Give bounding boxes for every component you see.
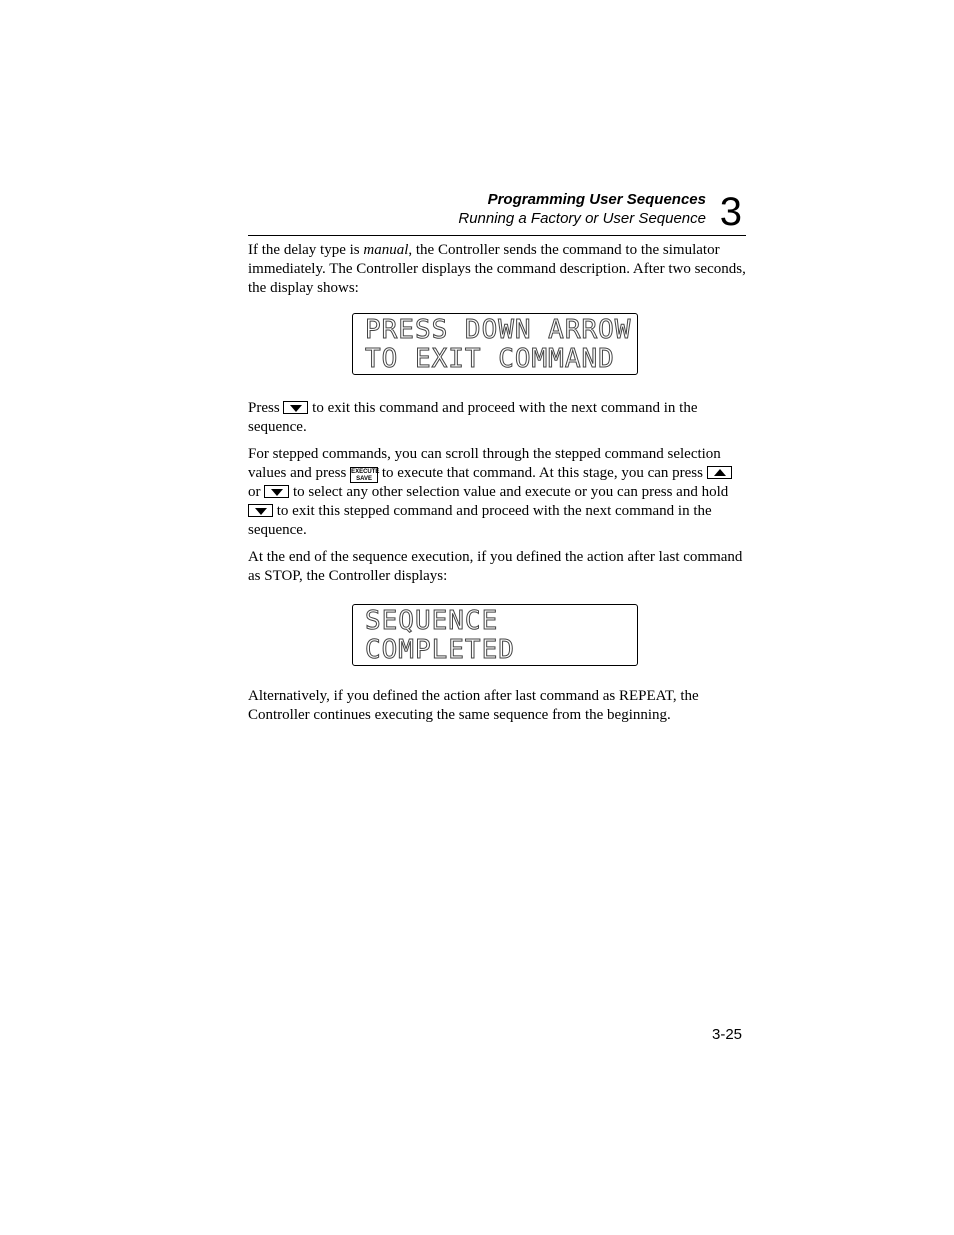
lcd-display-sequence-completed xyxy=(352,604,638,666)
text: to exit this command and proceed with the next command in the sequence. xyxy=(248,400,698,435)
down-arrow-key-icon xyxy=(283,401,308,414)
text: If the delay type is xyxy=(248,242,364,258)
paragraph-repeat: Alternatively, if you defined the action after last command as REPEAT, the Controller continues executing the same sequence from the beginning. xyxy=(248,688,699,723)
down-arrow-key-icon xyxy=(248,504,273,517)
lcd-line-2: TO EXIT COMMAND xyxy=(365,344,615,374)
lcd-line-1: SEQUENCE xyxy=(365,606,499,636)
paragraph-manual-delay xyxy=(248,241,746,298)
text: or xyxy=(248,484,265,500)
page-number: 3-25 xyxy=(712,1026,743,1043)
emphasis-manual: manual xyxy=(363,242,409,258)
execute-key-label: EXECUTE xyxy=(351,469,380,475)
paragraph-end-of-sequence: At the end of the sequence execution, if you defined the action after last command as STOP, the Controller displays: xyxy=(248,549,743,584)
lcd-display-press-down-arrow xyxy=(352,313,638,375)
text: to execute that command. At this stage, you can press xyxy=(378,465,707,481)
paragraph-press-down xyxy=(248,399,746,437)
text: to exit this stepped command and proceed with the next command in the sequence. xyxy=(248,503,712,538)
save-key-label: SAVE xyxy=(356,476,373,482)
chapter-number: 3 xyxy=(719,190,742,234)
execute-save-key-icon xyxy=(350,467,378,483)
paragraph-stepped-commands xyxy=(248,445,746,540)
text: Press xyxy=(248,400,284,416)
header-titles xyxy=(458,190,706,228)
chapter-title: Programming User Sequences xyxy=(487,191,706,208)
text: For stepped commands, you can scroll through the stepped command selection values and press xyxy=(248,446,721,481)
down-arrow-key-icon xyxy=(264,485,289,498)
text: to select any other selection value and execute or you can press and hold xyxy=(289,484,729,500)
lcd-line-2: COMPLETED xyxy=(365,635,515,665)
section-title: Running a Factory or User Sequence xyxy=(458,210,706,227)
up-arrow-key-icon xyxy=(707,466,732,479)
text: , the Controller sends the command to the simulator immediately. The Controller displays the command description. After two seconds, the display shows: xyxy=(248,242,746,296)
lcd-line-1: PRESS DOWN ARROW xyxy=(365,315,632,345)
running-header xyxy=(248,190,746,236)
